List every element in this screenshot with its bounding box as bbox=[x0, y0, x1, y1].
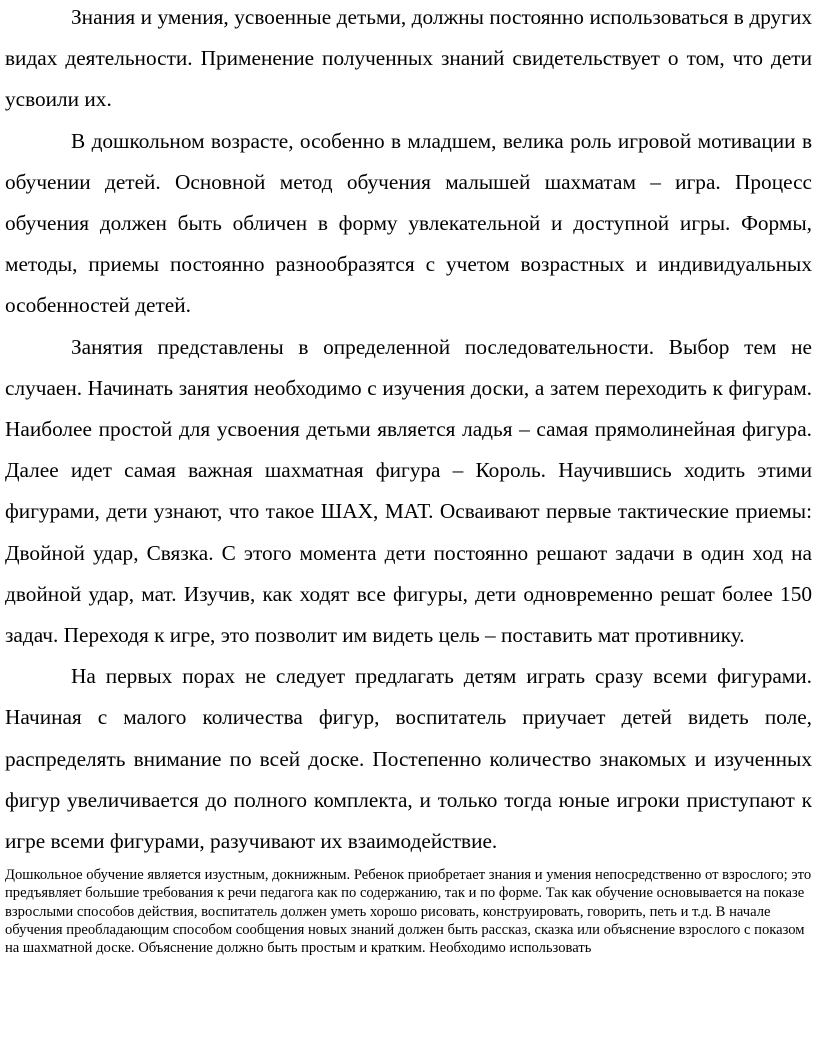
paragraph-knowledge-use: Знания и умения, усвоенные детьми, должны постоянно использоваться в других видах деятельности. Применение полученных знаний свидетельствует о том, что дети усвоили их. bbox=[5, 5, 812, 112]
paragraph-first-stages: На первых порах не следует предлагать детям играть сразу всеми фигурами. Начиная с малого количества фигур, воспитатель приучает детей видеть поле, распределять внимание по всей доске. Постепенно количество знакомых и изученных фигур увеличивается до полного комплекта, и только тогда юные игроки приступают к игре всеми фигурами, разучивают их взаимодействие. bbox=[5, 664, 812, 854]
paragraph-lesson-sequence: Занятия представлены в определенной последовательности. Выбор тем не случаен. Начинать занятия необходимо с изучения доски, а затем переходить к фигурам. Наиболее простой для усвоения детьми является ладья – самая прямолинейная фигура. Далее идет самая важная шахматная фигура – Король. Научившись ходить этими фигурами, дети узнают, что такое ШАХ, МАТ. Осваивают первые тактические приемы: Двойной удар, Связка. С этого момента дети постоянно решают задачи в один ход на двойной удар, мат. Изучив, как ходят все фигуры, дети одновременно решат более 150 задач. Переходя к игре, это позволит им видеть цель – поставить мат противнику. bbox=[5, 334, 812, 648]
paragraph-game-motivation: В дошкольном возрасте, особенно в младшем, велика роль игровой мотивации в обучении детей. Основной метод обучения малышей шахматам – игра. Процесс обучения должен быть обличен в форму увлекательной и доступной игры. Формы, методы, приемы постоянно разнообразятся с учетом возрастных и индивидуальных особенностей детей. bbox=[5, 128, 812, 318]
small-text bbox=[5, 862, 812, 957]
paragraph-preschool-teaching: Дошкольное обучение является изустным, докнижным. Ребенок приобретает знания и умения непосредственно от взрослого; это предъявляет большие требования к речи педагога как по содержанию, так и по форме. Так как обучение основывается на показе взрослыми способов действия, воспитатель должен уметь хорошо рисовать, конструировать, говорить, петь и т.д. В начале обучения преобладающим способом сообщения новых знаний должен быть рассказ, сказка или объяснение взрослого с показом на шахматной доске. Объяснение должно быть простым и кратким. Необходимо использовать bbox=[5, 867, 812, 957]
main-text bbox=[5, 0, 812, 862]
